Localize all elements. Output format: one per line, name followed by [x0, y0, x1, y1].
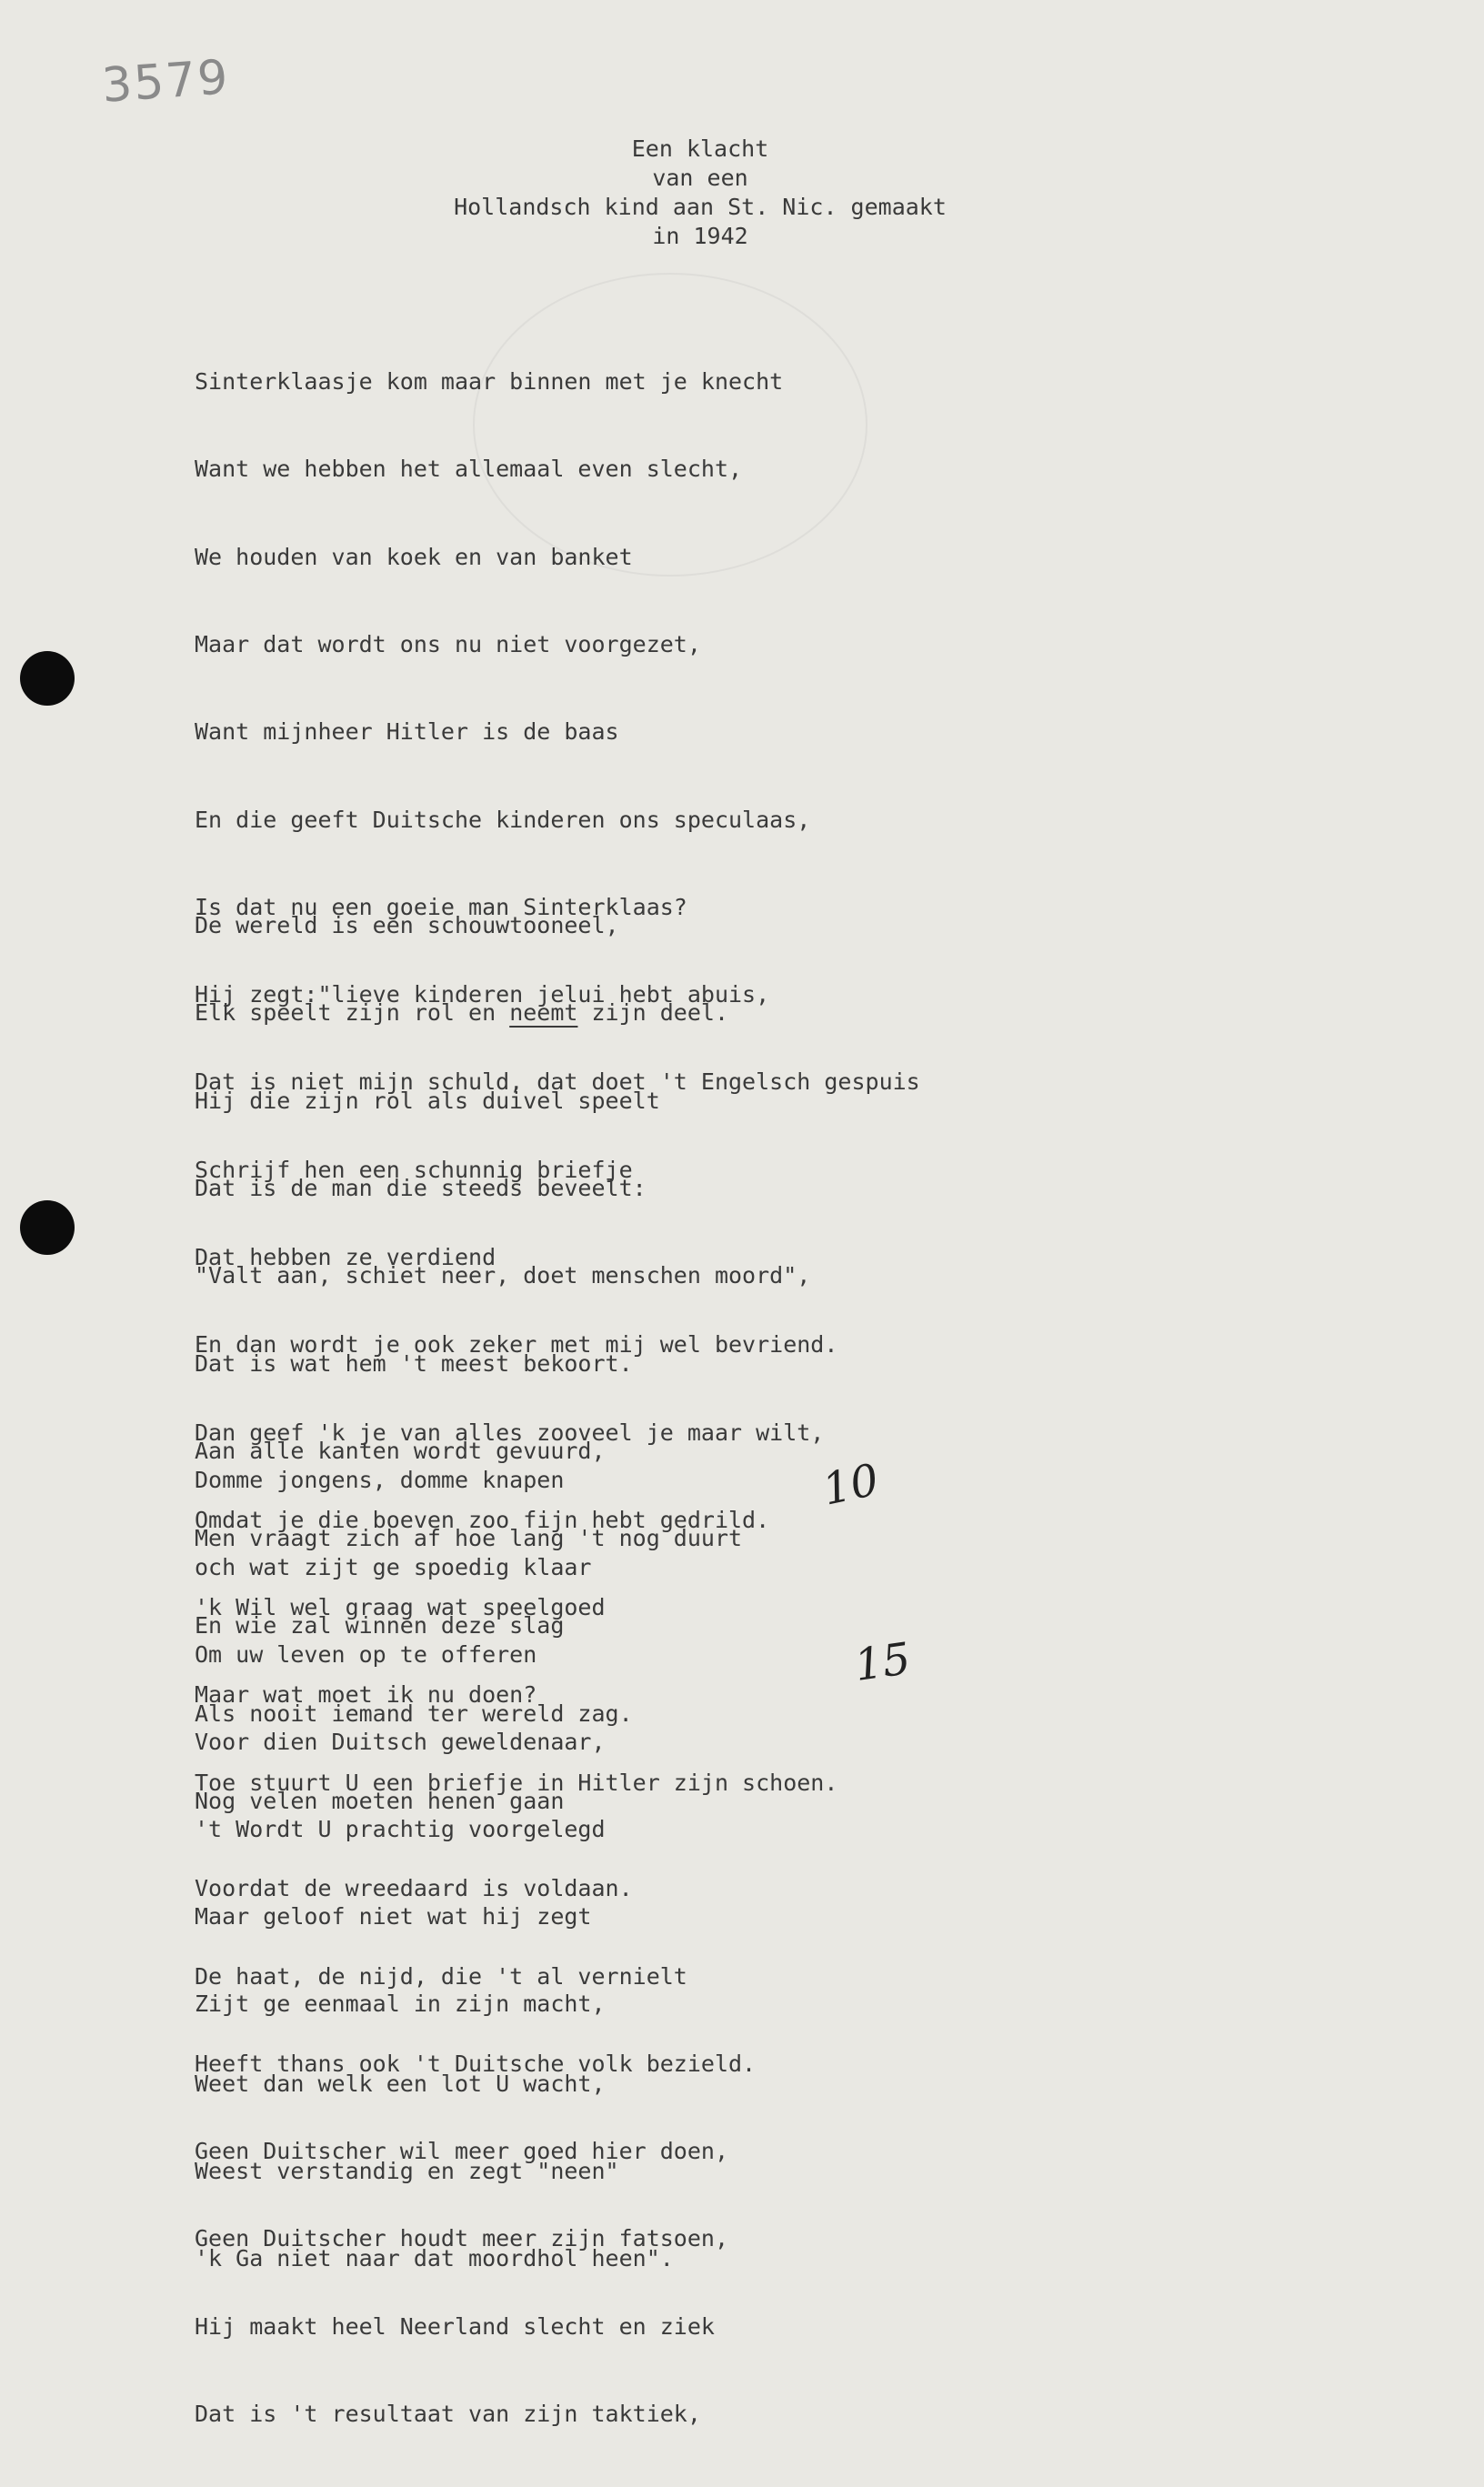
- poem-line: Domme jongens, domme knapen: [195, 1467, 565, 1493]
- poem-line: Als nooit iemand ter wereld zag.: [195, 1700, 633, 1727]
- poem-line: Dat is wat hem 't meest bekoort.: [195, 1349, 633, 1377]
- poem-line: De wereld is een schouwtooneel,: [195, 912, 619, 939]
- poem-line: Om uw leven op te offeren: [195, 1641, 537, 1668]
- punch-hole: [20, 1200, 75, 1255]
- handwritten-note: 15: [851, 1633, 914, 1691]
- title-line: in 1942: [652, 223, 748, 249]
- poem-line: Hij zegt:"lieve kinderen jelui hebt abuis,: [195, 981, 770, 1008]
- poem-line: Voor dien Duitsch geweldenaar,: [195, 1729, 606, 1755]
- poem-line: We houden van koek en van banket: [195, 543, 633, 570]
- poem-line: Nog velen moeten henen gaan: [195, 1788, 565, 1814]
- poem-line: Dat is de man die steeds beveelt:: [195, 1175, 647, 1202]
- poem-line: "Valt aan, schiet neer, doet menschen moord",: [195, 1262, 811, 1289]
- poem-line: En wie zal winnen deze slag: [195, 1612, 565, 1640]
- poem-title: [346, 135, 1055, 251]
- title-line: Hollandsch kind aan St. Nic. gemaakt: [454, 194, 947, 220]
- poem-line: En dan wordt je ook zeker met mij wel bevriend.: [195, 1331, 838, 1359]
- poem-line: Men vraagt zich af hoe lang 't nog duurt: [195, 1525, 743, 1552]
- poem-line: Maar dat wordt ons nu niet voorgezet,: [195, 631, 701, 658]
- poem-line: Schrijf hen een schunnig briefje: [195, 1156, 633, 1183]
- punch-hole: [20, 651, 75, 706]
- poem-line: Voordat de wreedaard is voldaan.: [195, 1875, 633, 1902]
- title-line: Een klacht: [631, 135, 769, 162]
- poem-line: Geen Duitscher wil meer goed hier doen,: [195, 2138, 728, 2165]
- title-line: van een: [652, 165, 748, 191]
- line-part: Elk speelt zijn rol en: [195, 999, 510, 1027]
- poem-line: Toe stuurt U een briefje in Hitler zijn schoen.: [195, 1769, 838, 1796]
- poem-line: Dan geef 'k je van alles zooveel je maar wilt,: [195, 1419, 825, 1446]
- poem-line: En die geeft Duitsche kinderen ons speculaas,: [195, 806, 811, 833]
- poem-line: Is dat nu een goeie man Sinterklaas?: [195, 893, 687, 920]
- poem-line: Geen Duitscher houdt meer zijn fatsoen,: [195, 2225, 728, 2252]
- poem-line: Zijt ge eenmaal in zijn macht,: [195, 1991, 606, 2017]
- poem-line: och wat zijt ge spoedig klaar: [195, 1554, 592, 1580]
- poem-line: 'k Wil wel graag wat speelgoed: [195, 1594, 606, 1621]
- poem-line: 't Wordt U prachtig voorgelegd: [195, 1816, 606, 1842]
- poem-line: De haat, de nijd, die 't al vernielt: [195, 1962, 687, 1990]
- poem-line: Heeft thans ook 't Duitsche volk bezield.: [195, 2050, 757, 2077]
- poem-line: Maar geloof niet wat hij zegt: [195, 1903, 592, 1930]
- archive-number: 3579: [100, 50, 232, 114]
- poem-line-with-underline: [195, 998, 810, 1028]
- poem-line: Aan alle kanten wordt gevuurd,: [195, 1437, 606, 1464]
- poem-line: 'k Ga niet naar dat moordhol heen".: [195, 2245, 674, 2271]
- poem-line: Weest verstandig en zegt "neen": [195, 2158, 619, 2184]
- poem-line: Sinterklaasje kom maar binnen met je knecht: [195, 368, 784, 396]
- poem-line: Maar wat moet ik nu doen?: [195, 1681, 537, 1709]
- line-part: zijn deel.: [577, 999, 729, 1027]
- handwritten-note: 10: [817, 1454, 884, 1516]
- poem-line: Want we hebben het allemaal even slecht,: [195, 456, 743, 483]
- poem-line: Weet dan welk een lot U wacht,: [195, 2071, 606, 2097]
- poem-line: Hij maakt heel Neerland slecht en ziek: [195, 2312, 715, 2340]
- poem-line: Hij die zijn rol als duivel speelt: [195, 1087, 660, 1114]
- poem-line: Dat is niet mijn schuld, dat doet 't Engelsch gespuis: [195, 1068, 920, 1096]
- underlined-word: neemt: [509, 999, 578, 1027]
- poem-line: Omdat je die boeven zoo fijn hebt gedrild.: [195, 1506, 770, 1533]
- stanza-3: [195, 1408, 674, 2332]
- poem-line: Want mijnheer Hitler is de baas: [195, 718, 619, 746]
- poem-line: Dat hebben ze verdiend: [195, 1244, 496, 1270]
- poem-line: Dat is 't resultaat van zijn taktiek,: [195, 2400, 701, 2427]
